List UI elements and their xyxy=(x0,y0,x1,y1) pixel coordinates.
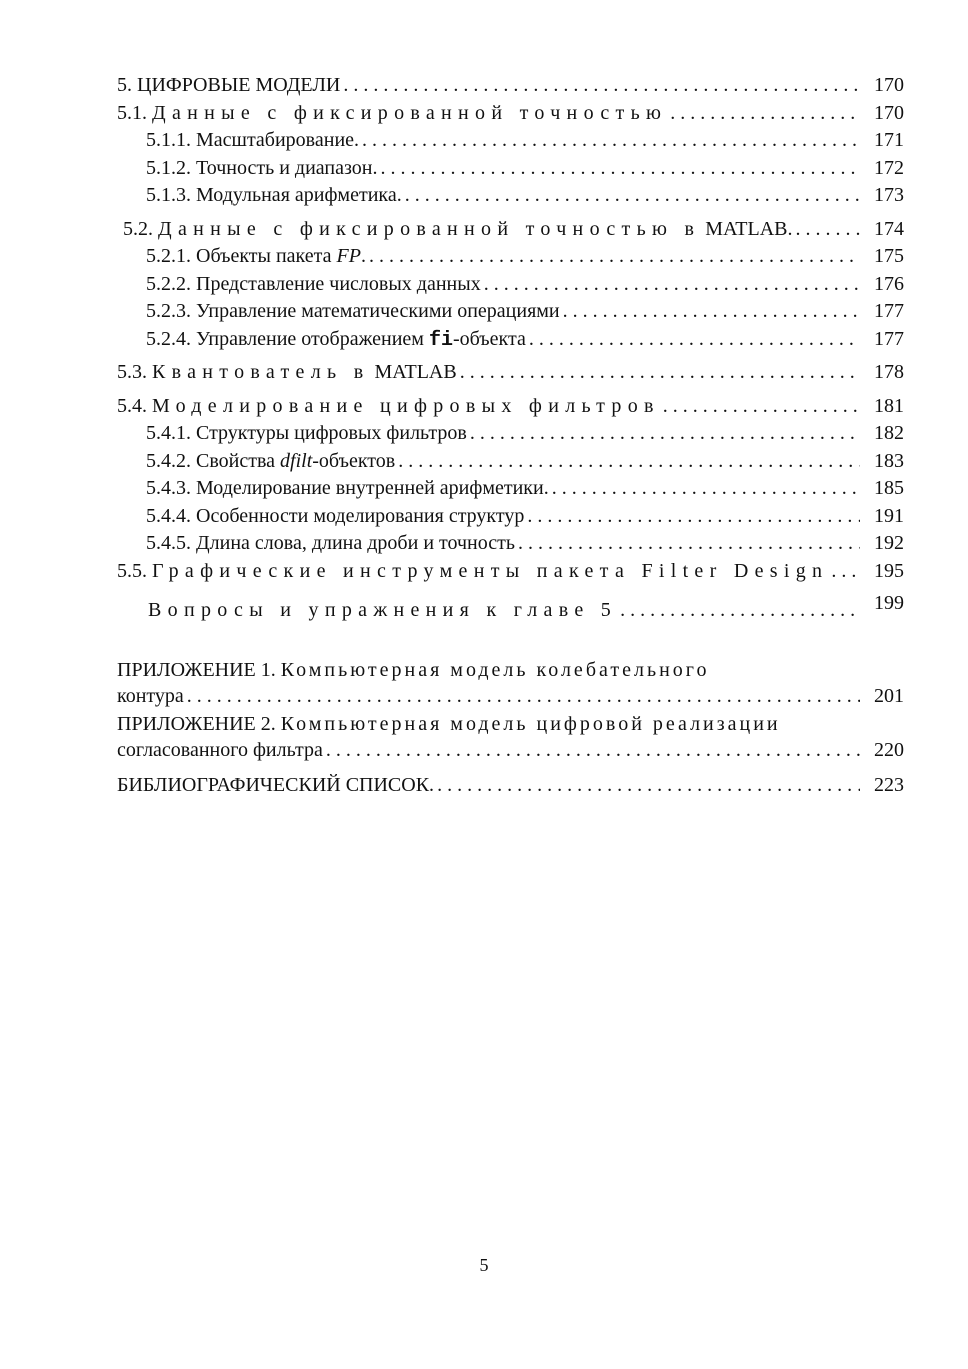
toc-page: 185 xyxy=(874,477,904,499)
toc-leader xyxy=(362,127,860,155)
toc-title: 5.2.4. Управление отображением xyxy=(146,327,429,350)
toc-bibliography xyxy=(117,772,904,800)
toc-page: 195 xyxy=(874,559,904,582)
toc-entry-questions xyxy=(117,591,904,629)
toc-entry-5-1 xyxy=(117,100,904,128)
toc-leader xyxy=(518,530,860,558)
appendix-title: Компьютерная модель цифровой реализации xyxy=(280,712,781,735)
table-of-contents xyxy=(117,72,904,800)
toc-page: 199 xyxy=(874,592,904,614)
toc-title: 5.2.1. Объекты пакета xyxy=(146,245,337,267)
toc-page: 181 xyxy=(874,394,904,417)
toc-leader xyxy=(527,503,860,531)
toc-title: Вопросы и упражнения к главе 5 xyxy=(148,599,618,621)
toc-page: 171 xyxy=(874,129,904,151)
toc-page: 174 xyxy=(874,217,904,240)
toc-page: 172 xyxy=(874,156,904,179)
toc-leader xyxy=(620,591,860,629)
toc-title: 5.2.2. Представление числовых данных xyxy=(146,272,481,295)
toc-entry-5 xyxy=(117,72,904,100)
toc-leader xyxy=(484,271,860,299)
toc-leader xyxy=(670,100,860,128)
toc-title: Данные с фиксированной точностью в xyxy=(158,217,701,240)
toc-title-italic: dfilt xyxy=(280,449,313,472)
toc-leader xyxy=(437,772,860,800)
toc-leader xyxy=(380,155,860,183)
toc-title: БИБЛИОГРАФИЧЕСКИЙ СПИСОК. xyxy=(117,774,435,796)
toc-entry-5-3 xyxy=(117,359,904,387)
toc-entry-5-2-1 xyxy=(117,243,904,271)
toc-leader xyxy=(552,475,860,503)
toc-page: 175 xyxy=(874,245,904,267)
toc-page: 170 xyxy=(874,101,904,124)
toc-page: 201 xyxy=(874,685,904,707)
toc-title: 5.4.4. Особенности моделирования структур xyxy=(146,504,525,527)
toc-leader xyxy=(831,558,860,586)
toc-entry-5-5 xyxy=(117,558,904,586)
toc-page: 220 xyxy=(874,738,904,761)
toc-number: 5.3. xyxy=(117,361,147,383)
toc-title: 5.4.1. Структуры цифровых фильтров xyxy=(146,422,467,444)
toc-page: 178 xyxy=(874,361,904,383)
toc-page: 183 xyxy=(874,449,904,472)
toc-page: 177 xyxy=(874,327,904,350)
toc-entry-5-2-4 xyxy=(117,326,904,354)
toc-leader xyxy=(470,420,860,448)
toc-leader xyxy=(187,683,860,711)
toc-page: 173 xyxy=(874,184,904,206)
toc-leader xyxy=(529,326,860,354)
toc-leader xyxy=(326,737,860,765)
toc-entry-5-2-2 xyxy=(117,271,904,299)
appendix-title: Компьютерная модель колебательного xyxy=(280,659,710,681)
appendix-title-cont: контура xyxy=(117,685,184,707)
toc-leader xyxy=(398,448,860,476)
toc-title-tail: MATLAB xyxy=(374,361,457,383)
toc-title-tail: MATLAB. xyxy=(705,217,793,240)
toc-leader xyxy=(563,298,860,326)
toc-title-code: fi xyxy=(428,328,453,352)
toc-title: Квантователь в xyxy=(152,361,370,383)
toc-leader xyxy=(796,216,860,244)
toc-appendix-1 xyxy=(117,657,904,711)
toc-page: 192 xyxy=(874,532,904,554)
appendix-label: ПРИЛОЖЕНИЕ 1. xyxy=(117,659,276,681)
toc-number: 5.2. xyxy=(123,217,153,240)
toc-leader xyxy=(663,393,860,421)
toc-title: 5.4.5. Длина слова, длина дроби и точность xyxy=(146,532,515,554)
toc-title: 5.2.3. Управление математическими операциями xyxy=(146,300,560,322)
toc-page: 182 xyxy=(874,422,904,444)
toc-entry-5-1-3 xyxy=(117,182,904,210)
toc-leader xyxy=(405,182,860,210)
toc-number: 5.1. xyxy=(117,101,147,124)
toc-title-tail: -объектов xyxy=(312,449,396,472)
toc-entry-5-4-3 xyxy=(117,475,904,503)
toc-title: 5. ЦИФРОВЫЕ МОДЕЛИ xyxy=(117,74,341,96)
toc-entry-5-2 xyxy=(117,216,904,244)
toc-entry-5-2-3 xyxy=(117,298,904,326)
toc-title-tail: -объекта xyxy=(452,327,526,350)
toc-entry-5-1-1 xyxy=(117,127,904,155)
toc-title: Моделирование цифровых фильтров xyxy=(152,394,660,417)
toc-title: 5.4.3. Моделирование внутренней арифметики. xyxy=(146,477,549,499)
toc-number: 5.4. xyxy=(117,394,147,417)
toc-entry-5-4-2 xyxy=(117,448,904,476)
toc-title: 5.1.3. Модульная арифметика. xyxy=(146,184,402,206)
toc-title: 5.4.2. Свойства xyxy=(146,449,281,472)
toc-leader xyxy=(369,243,860,271)
toc-page: 191 xyxy=(874,504,904,527)
toc-entry-5-4-5 xyxy=(117,530,904,558)
toc-page: 176 xyxy=(874,272,904,295)
toc-title-tail: . xyxy=(360,245,366,267)
page-number: 5 xyxy=(479,1255,489,1275)
appendix-label: ПРИЛОЖЕНИЕ 2. xyxy=(117,712,276,735)
toc-title-italic: FP xyxy=(336,245,361,267)
toc-title: Графические инструменты пакета Filter Design xyxy=(152,559,829,582)
toc-appendix-2 xyxy=(117,711,904,765)
toc-entry-5-4-4 xyxy=(117,503,904,531)
toc-number: 5.5. xyxy=(117,559,147,582)
toc-page: 223 xyxy=(874,774,904,796)
toc-page: 177 xyxy=(874,300,904,322)
toc-entry-5-4-1 xyxy=(117,420,904,448)
toc-title: 5.1.1. Масштабирование. xyxy=(146,129,360,151)
toc-leader xyxy=(460,359,860,387)
toc-title: 5.1.2. Точность и диапазон. xyxy=(146,156,378,179)
toc-page: 170 xyxy=(874,74,904,96)
toc-entry-5-1-2 xyxy=(117,155,904,183)
toc-entry-5-4 xyxy=(117,393,904,421)
appendix-title-cont: согласованного фильтра xyxy=(117,738,323,761)
toc-leader xyxy=(343,72,860,100)
toc-title: Данные с фиксированной точностью xyxy=(152,101,668,124)
